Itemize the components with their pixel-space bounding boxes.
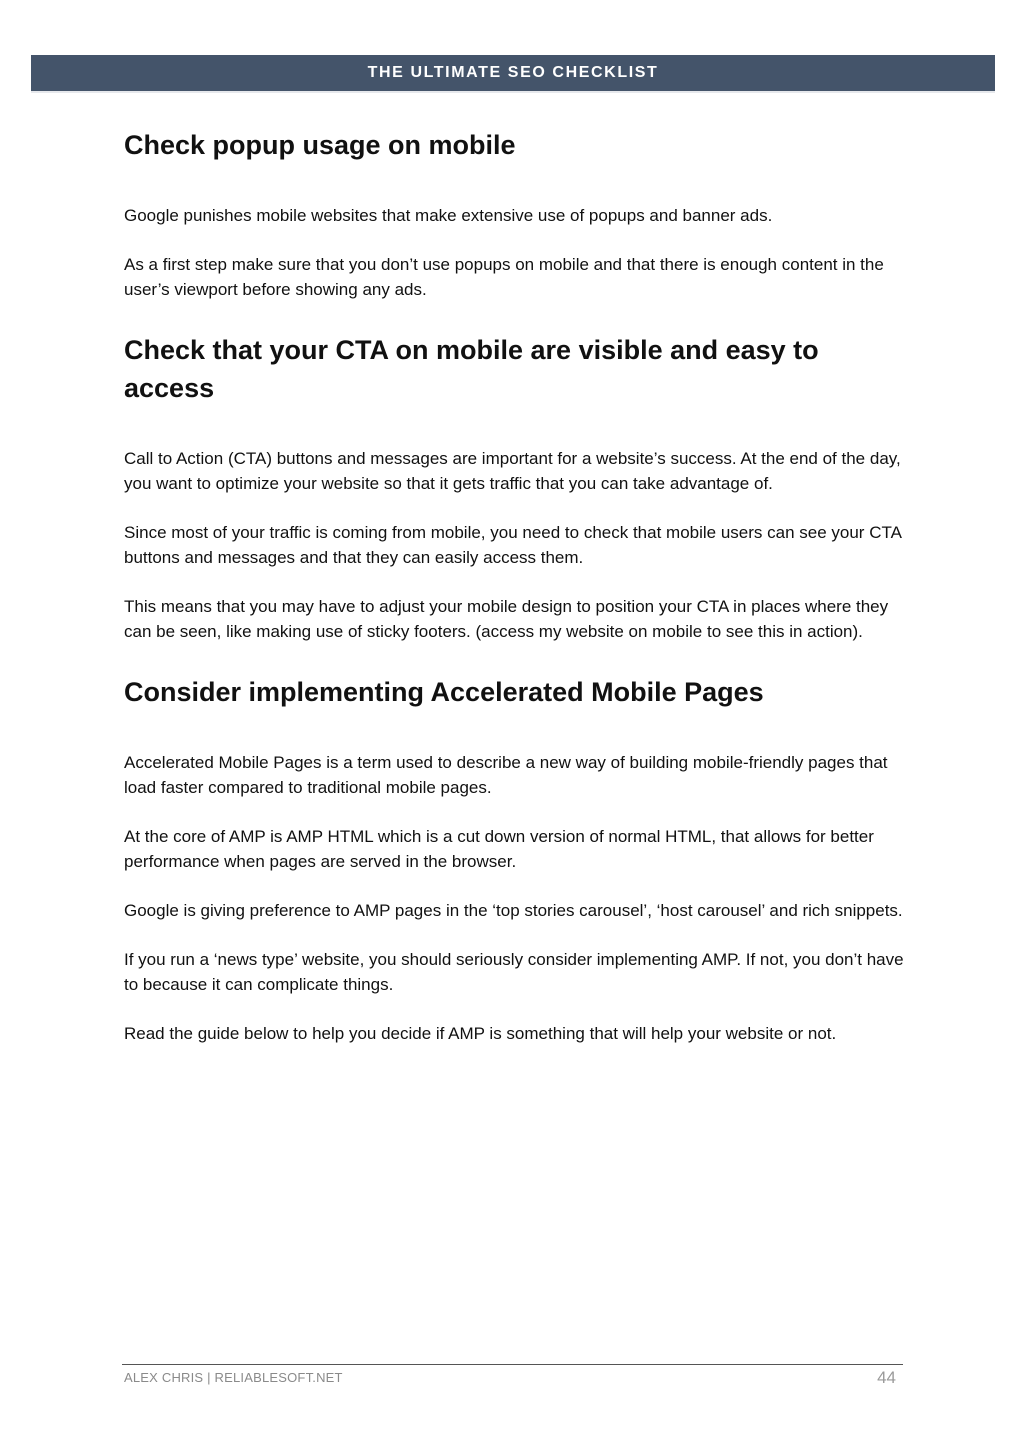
section-heading: Check popup usage on mobile [124, 130, 516, 160]
section-popup-usage [124, 126, 904, 302]
footer-author: ALEX CHRIS | RELIABLESOFT.NET [124, 1370, 343, 1385]
paragraph: Call to Action (CTA) buttons and messages are important for a website’s success. At the end of the day, you want to optimize your website so that it gets traffic that you can take advantage of. [124, 449, 901, 493]
paragraph: Accelerated Mobile Pages is a term used to describe a new way of building mobile-friendly pages that load faster compared to traditional mobile pages. [124, 753, 888, 797]
paragraph: Google is giving preference to AMP pages in the ‘top stories carousel’, ‘host carousel’ and rich snippets. [124, 901, 903, 920]
footer-divider [122, 1364, 903, 1365]
section-amp [124, 673, 904, 1046]
section-heading: Check that your CTA on mobile are visible and easy to access [124, 335, 819, 403]
page-number: 44 [877, 1368, 896, 1387]
paragraph: Since most of your traffic is coming from mobile, you need to check that mobile users can see your CTA buttons and messages and that they can easily access them. [124, 523, 901, 567]
document-title: THE ULTIMATE SEO CHECKLIST [367, 64, 659, 81]
paragraph: Read the guide below to help you decide if AMP is something that will help your website or not. [124, 1024, 837, 1043]
header-bar [31, 55, 995, 93]
page-content [124, 126, 904, 1070]
section-cta-visibility [124, 331, 904, 644]
paragraph: At the core of AMP is AMP HTML which is a cut down version of normal HTML, that allows for better performance when pages are served in the browser. [124, 827, 874, 871]
paragraph: Google punishes mobile websites that make extensive use of popups and banner ads. [124, 206, 773, 225]
paragraph: If you run a ‘news type’ website, you should seriously consider implementing AMP. If not, you don’t have to because it can complicate things. [124, 950, 904, 994]
paragraph: As a first step make sure that you don’t use popups on mobile and that there is enough content in the user’s viewport before showing any ads. [124, 255, 884, 299]
paragraph: This means that you may have to adjust your mobile design to position your CTA in places where they can be seen, like making use of sticky footers. (access my website on mobile to see this in action). [124, 597, 889, 641]
section-heading: Consider implementing Accelerated Mobile Pages [124, 677, 764, 707]
